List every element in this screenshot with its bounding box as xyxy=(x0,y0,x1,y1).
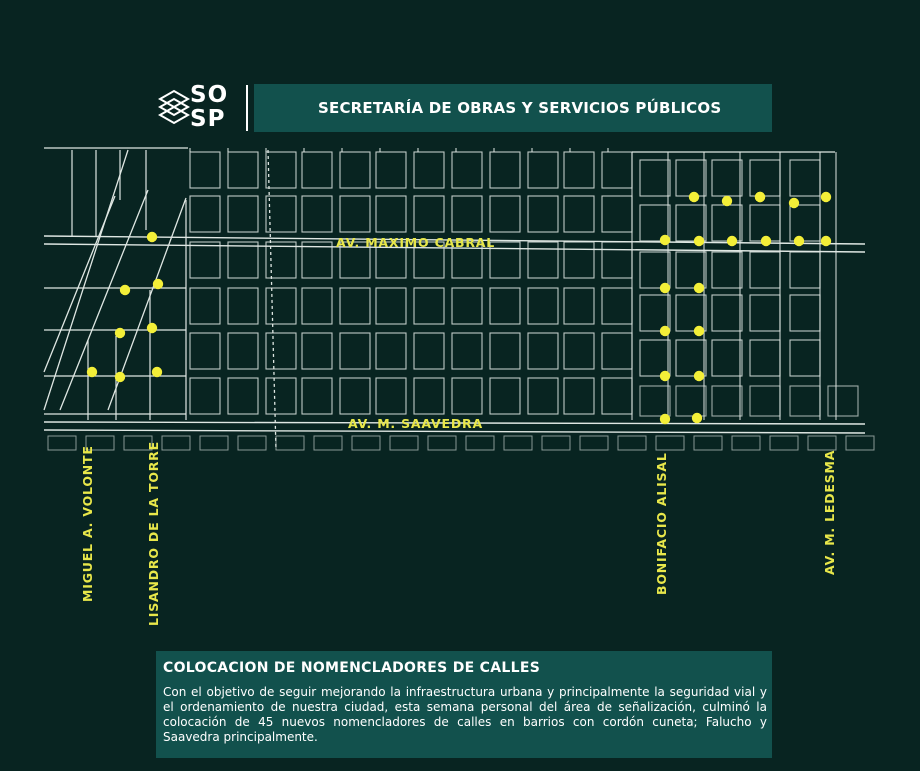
sign-marker xyxy=(660,235,670,245)
info-title: COLOCACION DE NOMENCLADORES DE CALLES xyxy=(163,660,541,676)
city-block xyxy=(340,378,370,414)
city-block xyxy=(640,160,670,196)
city-block xyxy=(190,242,220,278)
city-block xyxy=(750,252,780,288)
city-block xyxy=(602,333,632,369)
city-block xyxy=(712,386,742,416)
city-block xyxy=(602,152,632,188)
street-label-alisal: BONIFACIO ALISAL xyxy=(654,452,669,595)
city-block xyxy=(302,333,332,369)
city-block xyxy=(266,288,296,324)
city-block xyxy=(694,436,722,450)
sign-marker xyxy=(115,328,125,338)
city-block xyxy=(490,196,520,232)
city-block xyxy=(732,436,760,450)
city-block xyxy=(564,196,594,232)
city-block xyxy=(414,196,444,232)
city-block xyxy=(302,378,332,414)
city-block xyxy=(770,436,798,450)
sign-marker xyxy=(821,236,831,246)
city-block xyxy=(750,295,780,331)
city-block xyxy=(302,152,332,188)
city-block xyxy=(190,333,220,369)
city-block xyxy=(790,295,820,331)
sign-marker xyxy=(761,236,771,246)
city-block xyxy=(750,386,780,416)
sign-marker xyxy=(689,192,699,202)
logo-line1: SO xyxy=(190,82,229,108)
city-block xyxy=(528,378,558,414)
sign-marker xyxy=(694,371,704,381)
city-block xyxy=(640,295,670,331)
city-block xyxy=(238,436,266,450)
city-block xyxy=(676,295,706,331)
city-block xyxy=(302,288,332,324)
info-panel xyxy=(156,651,772,758)
city-block xyxy=(490,288,520,324)
city-block xyxy=(790,386,820,416)
street-label-lisandro: LISANDRO DE LA TORRE xyxy=(146,441,161,626)
sign-marker xyxy=(694,236,704,246)
city-block xyxy=(266,378,296,414)
sign-marker xyxy=(794,236,804,246)
page-title: SECRETARÍA DE OBRAS Y SERVICIOS PÚBLICOS xyxy=(318,99,722,117)
city-block xyxy=(228,378,258,414)
city-block xyxy=(376,152,406,188)
city-block xyxy=(750,340,780,376)
city-block xyxy=(656,436,684,450)
info-body: Con el objetivo de seguir mejorando la infraestructura urbana y principalmente la seguridad vial y el ordenamiento de nuestra ciudad, esta semana personal del área de señalización, culminó la colocación de 45 nuevos nomencladores de calles en barrios con cordón cuneta; Falucho y Saavedra principalmente. xyxy=(163,685,767,744)
street-label-ledesma: AV. M. LEDESMA xyxy=(822,449,837,575)
city-block xyxy=(490,152,520,188)
city-block xyxy=(712,160,742,196)
city-block xyxy=(640,340,670,376)
sign-marker xyxy=(87,367,97,377)
city-block xyxy=(414,378,444,414)
avenue-label-saavedra: AV. M. SAAVEDRA xyxy=(348,416,483,431)
city-block xyxy=(602,378,632,414)
city-block xyxy=(528,288,558,324)
city-block xyxy=(528,196,558,232)
city-block xyxy=(340,196,370,232)
sign-marker xyxy=(789,198,799,208)
city-block xyxy=(676,205,706,241)
city-block xyxy=(528,242,558,278)
city-block xyxy=(750,205,780,241)
city-block xyxy=(490,333,520,369)
city-block xyxy=(712,340,742,376)
sign-marker xyxy=(660,326,670,336)
city-block xyxy=(376,333,406,369)
city-block xyxy=(390,436,418,450)
city-block xyxy=(452,152,482,188)
city-block xyxy=(640,386,670,416)
city-block xyxy=(376,196,406,232)
city-block xyxy=(712,252,742,288)
city-block xyxy=(340,288,370,324)
city-block xyxy=(266,196,296,232)
city-block xyxy=(228,288,258,324)
diagonal-street xyxy=(44,196,115,372)
city-block xyxy=(414,152,444,188)
city-block xyxy=(676,160,706,196)
sign-marker xyxy=(660,283,670,293)
city-block xyxy=(190,196,220,232)
city-block xyxy=(340,152,370,188)
city-block xyxy=(452,196,482,232)
city-block xyxy=(228,196,258,232)
city-block xyxy=(452,378,482,414)
city-block xyxy=(452,288,482,324)
sign-marker xyxy=(153,279,163,289)
city-block xyxy=(528,152,558,188)
city-block xyxy=(504,436,532,450)
avenue-label-maximo-cabral: AV. MAXIMO CABRAL xyxy=(336,235,496,250)
sign-marker xyxy=(147,323,157,333)
city-block xyxy=(618,436,646,450)
city-block xyxy=(452,333,482,369)
logo-line2: SP xyxy=(190,106,226,132)
city-block xyxy=(564,378,594,414)
city-block xyxy=(602,242,632,278)
city-block xyxy=(712,295,742,331)
city-block xyxy=(228,333,258,369)
city-block xyxy=(302,196,332,232)
city-block xyxy=(190,152,220,188)
city-block xyxy=(846,436,874,450)
city-block xyxy=(790,340,820,376)
city-block xyxy=(828,386,858,416)
city-block xyxy=(564,152,594,188)
sign-markers xyxy=(87,192,831,424)
street-label-volonte: MIGUEL A. VOLONTE xyxy=(80,445,95,602)
city-block xyxy=(580,436,608,450)
city-block xyxy=(200,436,228,450)
city-block xyxy=(676,252,706,288)
city-block xyxy=(276,436,304,450)
city-block xyxy=(266,333,296,369)
city-block xyxy=(314,436,342,450)
city-block xyxy=(676,340,706,376)
city-block xyxy=(808,436,836,450)
city-block xyxy=(790,252,820,288)
city-block xyxy=(266,152,296,188)
city-block xyxy=(466,436,494,450)
city-block xyxy=(414,288,444,324)
city-block xyxy=(414,333,444,369)
city-block xyxy=(352,436,380,450)
city-block xyxy=(48,436,76,450)
city-block xyxy=(676,386,706,416)
city-block xyxy=(428,436,456,450)
sign-marker xyxy=(152,367,162,377)
city-block xyxy=(790,160,820,196)
city-block xyxy=(790,205,820,241)
city-block xyxy=(564,242,594,278)
sign-marker xyxy=(660,371,670,381)
city-block xyxy=(190,378,220,414)
city-block xyxy=(228,152,258,188)
city-block xyxy=(528,333,558,369)
city-block xyxy=(564,288,594,324)
city-block xyxy=(228,242,258,278)
city-block xyxy=(602,196,632,232)
city-block xyxy=(162,436,190,450)
city-block xyxy=(376,378,406,414)
city-block xyxy=(564,333,594,369)
sign-marker xyxy=(115,372,125,382)
sign-marker xyxy=(821,192,831,202)
sign-marker xyxy=(755,192,765,202)
city-block xyxy=(640,252,670,288)
sign-marker xyxy=(727,236,737,246)
sign-marker xyxy=(660,414,670,424)
sign-marker xyxy=(694,283,704,293)
sign-marker xyxy=(694,326,704,336)
city-block xyxy=(602,288,632,324)
city-block xyxy=(490,378,520,414)
city-blocks xyxy=(48,152,874,450)
city-block xyxy=(712,205,742,241)
railway xyxy=(268,150,276,450)
city-block xyxy=(190,288,220,324)
city-block xyxy=(750,160,780,196)
city-block xyxy=(376,288,406,324)
sign-marker xyxy=(120,285,130,295)
city-block xyxy=(542,436,570,450)
city-block xyxy=(340,333,370,369)
sign-marker xyxy=(722,196,732,206)
sign-marker xyxy=(147,232,157,242)
sign-marker xyxy=(692,413,702,423)
